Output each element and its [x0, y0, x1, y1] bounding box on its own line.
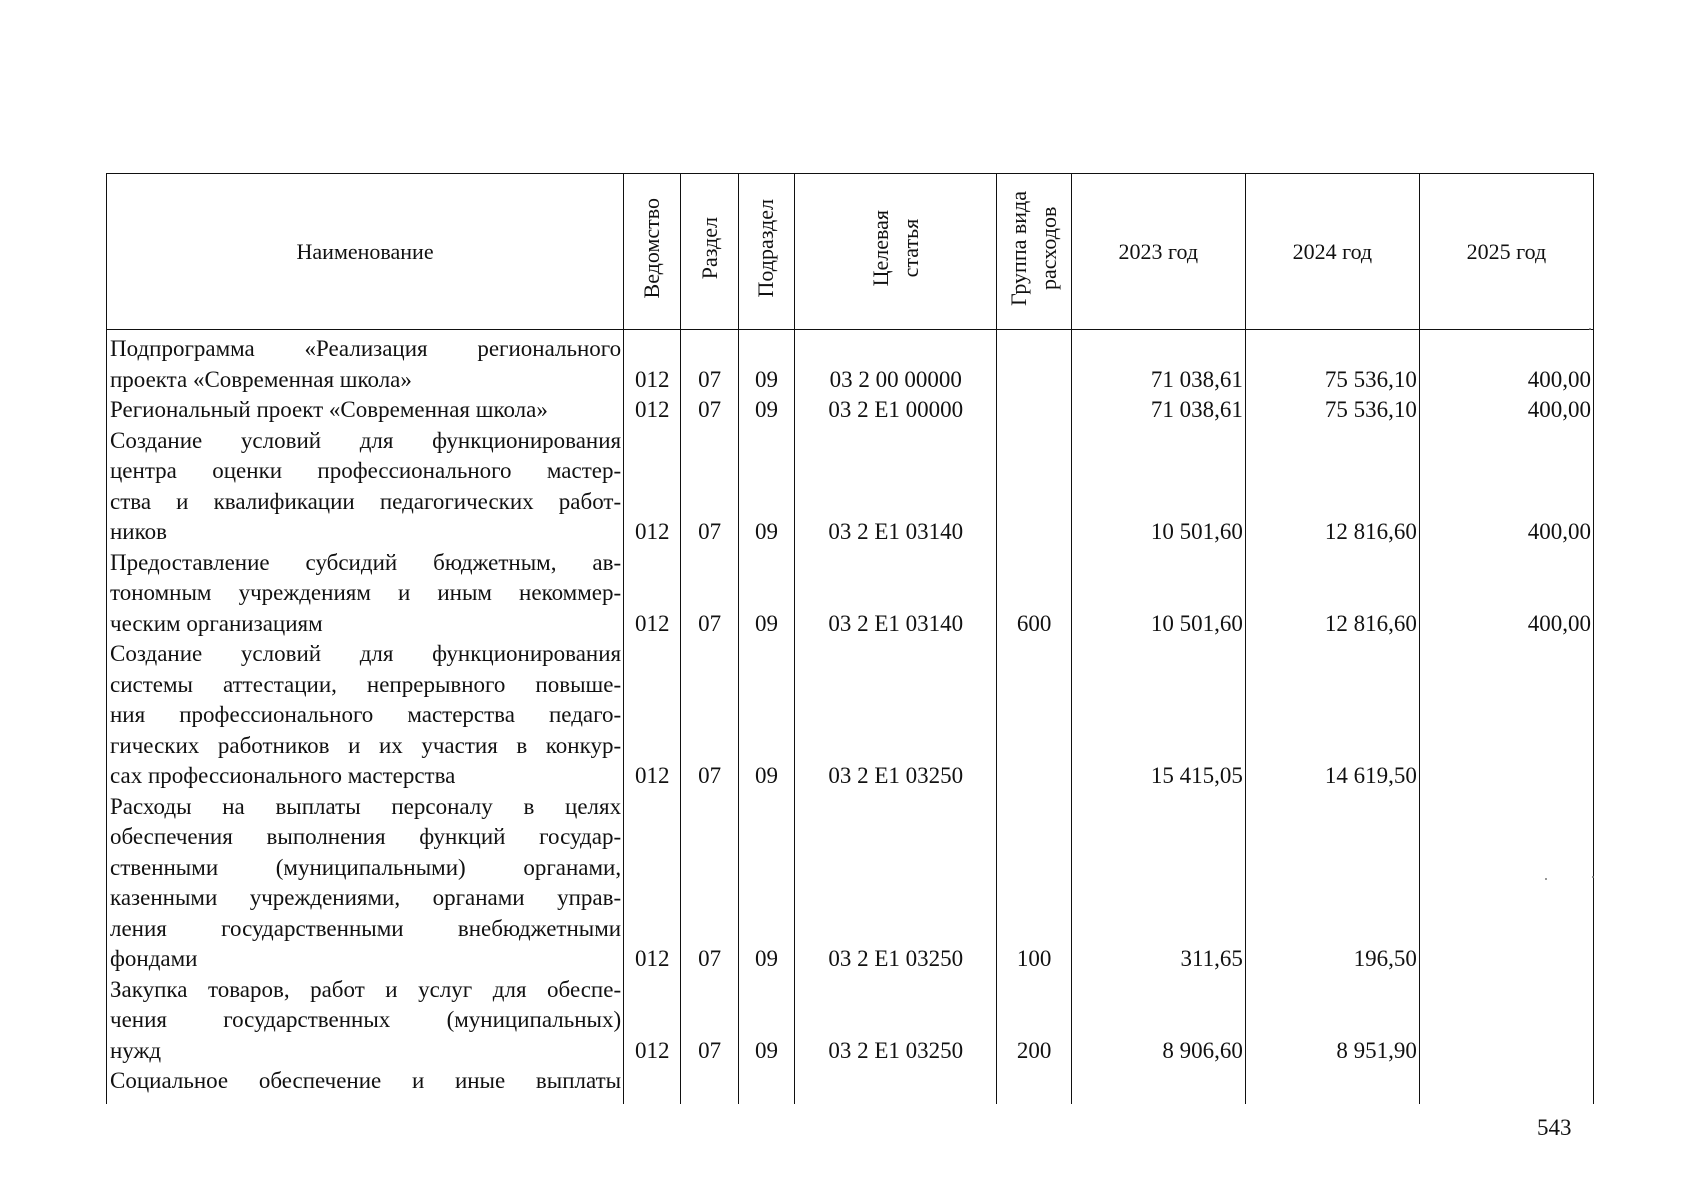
cell-podrazdel [738, 1066, 794, 1104]
table-body [107, 330, 1594, 1105]
name-line: Предоставление субсидий бюджетным, ав- [110, 549, 622, 575]
name-line: ния профессионального мастерства педаго- [110, 702, 622, 727]
table-row [107, 975, 1594, 1067]
cell-y2023: 10 501,60 [1071, 426, 1245, 548]
cell-y2023: 71 038,61 [1071, 395, 1245, 426]
table-row [107, 639, 1594, 792]
name-line: Закупка товаров, работ и услуг для обеспе- [110, 976, 622, 1002]
cell-y2023: 71 038,61 [1071, 330, 1245, 396]
cell-y2025 [1419, 792, 1593, 975]
cell-name [107, 792, 624, 975]
cell-razdel: 07 [681, 792, 738, 975]
cell-y2025: 400,00 [1419, 548, 1593, 640]
cell-podrazdel: 09 [738, 426, 794, 548]
table-row [107, 330, 1594, 396]
cell-podrazdel: 09 [738, 639, 794, 792]
name-line: центра оценки профессионального мастер- [110, 458, 622, 483]
name-line: системы аттестации, непрерывного повыше- [110, 671, 622, 697]
cell-y2024: 196,50 [1245, 792, 1419, 975]
table-row [107, 548, 1594, 640]
name-line: Создание условий для функционирования [110, 427, 622, 453]
cell-y2025: 400,00 [1419, 395, 1593, 426]
cell-y2024: 14 619,50 [1245, 639, 1419, 792]
cell-y2024: 75 536,10 [1245, 395, 1419, 426]
name-line: нужд [110, 1037, 162, 1063]
cell-name [107, 330, 624, 396]
header-celevaya-statya: Целевая статья [795, 174, 997, 330]
cell-celevaya: 03 2 E1 03140 [795, 548, 997, 640]
name-line: гических работников и их участия в конкур- [110, 732, 622, 758]
header-vedomstvo: Ведомство [624, 174, 681, 330]
cell-y2025 [1419, 639, 1593, 792]
cell-name [107, 975, 624, 1067]
cell-name [107, 426, 624, 548]
cell-name [107, 395, 624, 426]
cell-vedomstvo: 012 [624, 975, 681, 1067]
scan-speck [1545, 878, 1547, 880]
cell-name [107, 1066, 624, 1104]
name-line: ления государственными внебюджетными [110, 915, 622, 941]
name-line: Подпрограмма «Реализация регионального [110, 336, 622, 361]
cell-name [107, 548, 624, 640]
name-line: фондами [110, 946, 198, 971]
name-line: Расходы на выплаты персоналу в целях [110, 793, 622, 819]
cell-vedomstvo: 012 [624, 548, 681, 640]
cell-podrazdel: 09 [738, 395, 794, 426]
header-podrazdel: Подраздел [738, 174, 794, 330]
cell-gruppa [997, 395, 1071, 426]
cell-y2025: 400,00 [1419, 426, 1593, 548]
cell-y2024 [1245, 1066, 1419, 1104]
cell-y2023: 311,65 [1071, 792, 1245, 975]
scan-speck [1592, 876, 1594, 878]
budget-table [106, 173, 1594, 1104]
table-row [107, 792, 1594, 975]
name-line: тономным учреждениям и иным некоммер- [110, 580, 622, 605]
cell-vedomstvo: 012 [624, 639, 681, 792]
cell-celevaya: 03 2 E1 03250 [795, 639, 997, 792]
scan-speck [1589, 328, 1591, 330]
cell-vedomstvo: 012 [624, 792, 681, 975]
cell-podrazdel: 09 [738, 548, 794, 640]
cell-celevaya: 03 2 00 00000 [795, 330, 997, 396]
cell-y2024: 8 951,90 [1245, 975, 1419, 1067]
cell-gruppa [997, 1066, 1071, 1104]
cell-celevaya: 03 2 E1 03250 [795, 975, 997, 1067]
cell-y2024: 12 816,60 [1245, 548, 1419, 640]
name-line: проекта «Современная школа» [110, 366, 412, 392]
cell-razdel: 07 [681, 426, 738, 548]
cell-y2024: 75 536,10 [1245, 330, 1419, 396]
cell-y2025: 400,00 [1419, 330, 1593, 396]
name-line: чения государственных (муниципальных) [110, 1007, 622, 1032]
name-line: обеспечения выполнения функций государ- [110, 824, 622, 849]
table-header [107, 174, 1594, 330]
cell-y2023: 8 906,60 [1071, 975, 1245, 1067]
cell-razdel: 07 [681, 395, 738, 426]
table-row [107, 395, 1594, 426]
cell-razdel: 07 [681, 548, 738, 640]
cell-podrazdel: 09 [738, 792, 794, 975]
cell-razdel: 07 [681, 975, 738, 1067]
cell-gruppa: 600 [997, 548, 1071, 640]
header-year-2024: 2024 год [1245, 174, 1419, 330]
cell-razdel [681, 1066, 738, 1104]
cell-celevaya: 03 2 E1 03140 [795, 426, 997, 548]
budget-table-container [106, 173, 1594, 1104]
cell-razdel: 07 [681, 330, 738, 396]
header-year-2025: 2025 год [1419, 174, 1593, 330]
cell-gruppa [997, 426, 1071, 548]
name-line: ческим организациям [110, 610, 323, 636]
header-gruppa-vida-rashodov: Группа вида расходов [997, 174, 1071, 330]
cell-name [107, 639, 624, 792]
cell-vedomstvo: 012 [624, 395, 681, 426]
header-row [107, 174, 1594, 330]
cell-vedomstvo [624, 1066, 681, 1104]
table-row [107, 426, 1594, 548]
cell-y2024: 12 816,60 [1245, 426, 1419, 548]
name-line: Социальное обеспечение и иные выплаты [110, 1068, 622, 1093]
cell-y2025 [1419, 975, 1593, 1067]
header-year-2023: 2023 год [1071, 174, 1245, 330]
cell-gruppa [997, 639, 1071, 792]
table-row [107, 1066, 1594, 1104]
cell-gruppa [997, 330, 1071, 396]
cell-y2023 [1071, 1066, 1245, 1104]
name-line: Создание условий для функционирования [110, 641, 622, 666]
name-line: сах профессионального мастерства [110, 763, 456, 788]
cell-podrazdel: 09 [738, 975, 794, 1067]
cell-celevaya: 03 2 E1 03250 [795, 792, 997, 975]
cell-celevaya [795, 1066, 997, 1104]
page-number: 543 [1537, 1115, 1572, 1140]
cell-y2023: 10 501,60 [1071, 548, 1245, 640]
cell-celevaya: 03 2 E1 00000 [795, 395, 997, 426]
name-line: ников [110, 519, 167, 544]
name-line: ства и квалификации педагогических работ- [110, 488, 622, 514]
name-line: ственными (муниципальными) органами, [110, 854, 622, 880]
cell-y2025 [1419, 1066, 1593, 1104]
cell-gruppa: 200 [997, 975, 1071, 1067]
cell-y2023: 15 415,05 [1071, 639, 1245, 792]
cell-vedomstvo: 012 [624, 426, 681, 548]
cell-razdel: 07 [681, 639, 738, 792]
cell-gruppa: 100 [997, 792, 1071, 975]
header-razdel: Раздел [681, 174, 738, 330]
name-line: Региональный проект «Современная школа» [110, 397, 548, 422]
cell-podrazdel: 09 [738, 330, 794, 396]
cell-vedomstvo: 012 [624, 330, 681, 396]
header-name: Наименование [107, 174, 624, 330]
name-line: казенными учреждениями, органами управ- [110, 885, 622, 910]
